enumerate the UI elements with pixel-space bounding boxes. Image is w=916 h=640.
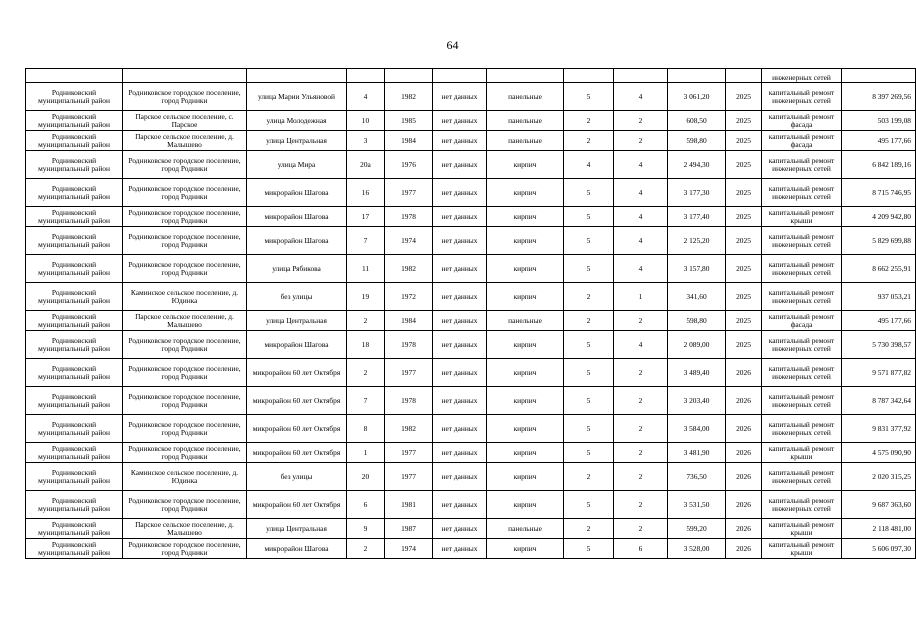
year-built-cell: 1987 xyxy=(385,519,433,539)
area-cell: 3 203,40 xyxy=(668,387,726,415)
house-number-cell: 16 xyxy=(347,179,385,207)
year-built-cell: 1982 xyxy=(385,83,433,111)
work-type-cell: капитальный ремонт фасада xyxy=(762,111,842,131)
street-cell: без улицы xyxy=(247,283,347,311)
street-cell: микрорайон Шагова xyxy=(247,179,347,207)
floors-cell: 4 xyxy=(564,151,614,179)
entrances-cell: 1 xyxy=(614,283,668,311)
cost-cell: 8 662 255,91 xyxy=(842,255,916,283)
table-row xyxy=(26,519,916,539)
street-cell: микрорайон Шагова xyxy=(247,227,347,255)
year-built-cell: 1976 xyxy=(385,151,433,179)
plan-year-cell: 2026 xyxy=(726,491,762,519)
area-cell: 3 531,50 xyxy=(668,491,726,519)
year-built-cell: 1978 xyxy=(385,207,433,227)
plan-year-cell: 2025 xyxy=(726,111,762,131)
year-built-cell: 1977 xyxy=(385,179,433,207)
entrances-cell: 2 xyxy=(614,491,668,519)
settlement-cell: Парское сельское поселение, д. Малышево xyxy=(123,131,247,151)
table-row xyxy=(26,415,916,443)
floors-cell: 5 xyxy=(564,227,614,255)
district-cell: Родниковский муниципальный район xyxy=(26,539,123,559)
street-cell: улица Молодежная xyxy=(247,111,347,131)
area-cell: 2 494,30 xyxy=(668,151,726,179)
work-type-cell: капитальный ремонт инженерных сетей xyxy=(762,255,842,283)
street-cell: микрорайон Шагова xyxy=(247,539,347,559)
house-number-cell: 9 xyxy=(347,519,385,539)
wall-material-cell: панельные xyxy=(487,111,564,131)
year-built-cell: 1974 xyxy=(385,227,433,255)
house-number-cell: 6 xyxy=(347,491,385,519)
work-type-cell: инженерных сетей xyxy=(762,69,842,83)
cost-cell: 9 571 877,82 xyxy=(842,359,916,387)
plan-year-cell: 2025 xyxy=(726,255,762,283)
year-commissioned-cell: нет данных xyxy=(433,463,487,491)
cost-cell: 5 606 097,30 xyxy=(842,539,916,559)
district-cell: Родниковский муниципальный район xyxy=(26,331,123,359)
street-cell: микрорайон Шагова xyxy=(247,207,347,227)
entrances-cell: 2 xyxy=(614,311,668,331)
cost-cell: 495 177,66 xyxy=(842,311,916,331)
entrances-cell: 4 xyxy=(614,207,668,227)
year-built-cell: 1972 xyxy=(385,283,433,311)
table-row xyxy=(26,331,916,359)
area-cell: 599,20 xyxy=(668,519,726,539)
area-cell: 3 157,80 xyxy=(668,255,726,283)
work-type-cell: капитальный ремонт инженерных сетей xyxy=(762,283,842,311)
entrances-cell: 4 xyxy=(614,255,668,283)
settlement-cell: Родниковское городское поселение, город Родники xyxy=(123,443,247,463)
work-type-cell: капитальный ремонт инженерных сетей xyxy=(762,415,842,443)
floors-cell: 2 xyxy=(564,283,614,311)
settlement-cell: Каминское сельское поселение, д. Юдинка xyxy=(123,283,247,311)
house-number-cell: 2 xyxy=(347,311,385,331)
cost-cell: 8 787 342,64 xyxy=(842,387,916,415)
floors-cell: 2 xyxy=(564,111,614,131)
house-number-cell: 7 xyxy=(347,227,385,255)
year-commissioned-cell: нет данных xyxy=(433,415,487,443)
cost-cell: 2 020 315,25 xyxy=(842,463,916,491)
floors-cell: 5 xyxy=(564,179,614,207)
floors-cell: 5 xyxy=(564,415,614,443)
year-commissioned-cell: нет данных xyxy=(433,83,487,111)
entrances-cell: 2 xyxy=(614,443,668,463)
settlement-cell: Родниковское городское поселение, город Родники xyxy=(123,359,247,387)
plan-year-cell: 2025 xyxy=(726,227,762,255)
cost-cell: 6 842 189,16 xyxy=(842,151,916,179)
entrances-cell: 2 xyxy=(614,415,668,443)
table-row xyxy=(26,131,916,151)
year-commissioned-cell: нет данных xyxy=(433,539,487,559)
street-cell: улица Марии Ульяновой xyxy=(247,83,347,111)
wall-material-cell: панельные xyxy=(487,131,564,151)
entrances-cell: 4 xyxy=(614,83,668,111)
year-built-cell: 1974 xyxy=(385,539,433,559)
year-built-cell: 1985 xyxy=(385,111,433,131)
street-cell: микрорайон 60 лет Октября xyxy=(247,415,347,443)
settlement-cell: Парское сельское поселение, с. Парское xyxy=(123,111,247,131)
district-cell: Родниковский муниципальный район xyxy=(26,83,123,111)
table-row xyxy=(26,311,916,331)
entrances-cell: 4 xyxy=(614,331,668,359)
plan-year-cell: 2026 xyxy=(726,519,762,539)
area-cell: 598,80 xyxy=(668,131,726,151)
work-type-cell: капитальный ремонт инженерных сетей xyxy=(762,387,842,415)
table-row xyxy=(26,179,916,207)
year-commissioned-cell: нет данных xyxy=(433,207,487,227)
work-type-cell: капитальный ремонт инженерных сетей xyxy=(762,463,842,491)
plan-year-cell: 2026 xyxy=(726,359,762,387)
floors-cell: 5 xyxy=(564,443,614,463)
settlement-cell: Парское сельское поселение, д. Малышево xyxy=(123,519,247,539)
table-row xyxy=(26,255,916,283)
work-type-cell: капитальный ремонт крыши xyxy=(762,519,842,539)
year-built-cell: 1984 xyxy=(385,131,433,151)
work-type-cell: капитальный ремонт инженерных сетей xyxy=(762,151,842,179)
district-cell: Родниковский муниципальный район xyxy=(26,519,123,539)
settlement-cell: Родниковское городское поселение, город Родники xyxy=(123,227,247,255)
street-cell: улица Центральная xyxy=(247,519,347,539)
district-cell: Родниковский муниципальный район xyxy=(26,415,123,443)
work-type-cell: капитальный ремонт крыши xyxy=(762,443,842,463)
settlement-cell: Родниковское городское поселение, город Родники xyxy=(123,255,247,283)
cost-cell: 8 397 269,56 xyxy=(842,83,916,111)
area-cell: 3 481,90 xyxy=(668,443,726,463)
street-cell: микрорайон 60 лет Октября xyxy=(247,443,347,463)
district-cell: Родниковский муниципальный район xyxy=(26,491,123,519)
cost-cell: 2 118 481,00 xyxy=(842,519,916,539)
cost-cell: 5 730 398,57 xyxy=(842,331,916,359)
floors-cell: 5 xyxy=(564,359,614,387)
settlement-cell: Родниковское городское поселение, город Родники xyxy=(123,387,247,415)
area-cell: 3 177,40 xyxy=(668,207,726,227)
table-row xyxy=(26,491,916,519)
table-row xyxy=(26,443,916,463)
district-cell: Родниковский муниципальный район xyxy=(26,463,123,491)
floors-cell: 5 xyxy=(564,331,614,359)
cost-cell: 503 199,08 xyxy=(842,111,916,131)
floors-cell: 5 xyxy=(564,387,614,415)
wall-material-cell: кирпич xyxy=(487,539,564,559)
wall-material-cell: кирпич xyxy=(487,151,564,179)
table-row xyxy=(26,69,916,83)
table-row xyxy=(26,111,916,131)
house-number-cell: 17 xyxy=(347,207,385,227)
wall-material-cell: кирпич xyxy=(487,255,564,283)
table-row xyxy=(26,207,916,227)
floors-cell: 5 xyxy=(564,83,614,111)
cost-cell: 9 687 363,60 xyxy=(842,491,916,519)
cost-cell: 4 209 942,80 xyxy=(842,207,916,227)
cost-cell: 9 831 377,92 xyxy=(842,415,916,443)
house-number-cell: 3 xyxy=(347,131,385,151)
area-cell: 3 177,30 xyxy=(668,179,726,207)
settlement-cell: Родниковское городское поселение, город Родники xyxy=(123,151,247,179)
year-built-cell: 1977 xyxy=(385,359,433,387)
settlement-cell: Родниковское городское поселение, город Родники xyxy=(123,179,247,207)
year-commissioned-cell: нет данных xyxy=(433,359,487,387)
work-type-cell: капитальный ремонт инженерных сетей xyxy=(762,491,842,519)
floors-cell: 2 xyxy=(564,519,614,539)
wall-material-cell: панельные xyxy=(487,519,564,539)
street-cell: без улицы xyxy=(247,463,347,491)
year-commissioned-cell: нет данных xyxy=(433,151,487,179)
entrances-cell: 2 xyxy=(614,111,668,131)
house-number-cell: 18 xyxy=(347,331,385,359)
table-row xyxy=(26,227,916,255)
year-commissioned-cell: нет данных xyxy=(433,255,487,283)
settlement-cell: Парское сельское поселение, д. Малышево xyxy=(123,311,247,331)
work-type-cell: капитальный ремонт фасада xyxy=(762,131,842,151)
settlement-cell: Родниковское городское поселение, город Родники xyxy=(123,207,247,227)
district-cell: Родниковский муниципальный район xyxy=(26,311,123,331)
cost-cell: 4 575 090,90 xyxy=(842,443,916,463)
year-built-cell: 1978 xyxy=(385,331,433,359)
house-number-cell: 1 xyxy=(347,443,385,463)
buildings-table xyxy=(25,68,916,559)
entrances-cell: 2 xyxy=(614,387,668,415)
entrances-cell: 2 xyxy=(614,131,668,151)
plan-year-cell: 2026 xyxy=(726,387,762,415)
year-commissioned-cell: нет данных xyxy=(433,331,487,359)
work-type-cell: капитальный ремонт крыши xyxy=(762,539,842,559)
year-built-cell: 1984 xyxy=(385,311,433,331)
wall-material-cell: кирпич xyxy=(487,207,564,227)
house-number-cell: 19 xyxy=(347,283,385,311)
entrances-cell: 4 xyxy=(614,227,668,255)
table-row xyxy=(26,283,916,311)
plan-year-cell: 2025 xyxy=(726,331,762,359)
wall-material-cell: панельные xyxy=(487,83,564,111)
year-commissioned-cell: нет данных xyxy=(433,387,487,415)
area-cell: 2 125,20 xyxy=(668,227,726,255)
district-cell: Родниковский муниципальный район xyxy=(26,131,123,151)
year-commissioned-cell: нет данных xyxy=(433,179,487,207)
house-number-cell: 10 xyxy=(347,111,385,131)
district-cell: Родниковский муниципальный район xyxy=(26,179,123,207)
district-cell: Родниковский муниципальный район xyxy=(26,387,123,415)
district-cell: Родниковский муниципальный район xyxy=(26,151,123,179)
entrances-cell: 6 xyxy=(614,539,668,559)
floors-cell: 5 xyxy=(564,255,614,283)
plan-year-cell: 2026 xyxy=(726,443,762,463)
table-row xyxy=(26,151,916,179)
work-type-cell: капитальный ремонт инженерных сетей xyxy=(762,179,842,207)
year-commissioned-cell: нет данных xyxy=(433,491,487,519)
cost-cell: 5 829 699,88 xyxy=(842,227,916,255)
wall-material-cell: кирпич xyxy=(487,179,564,207)
street-cell: улица Центральная xyxy=(247,311,347,331)
table-row xyxy=(26,463,916,491)
area-cell: 608,50 xyxy=(668,111,726,131)
area-cell: 598,80 xyxy=(668,311,726,331)
table-row xyxy=(26,387,916,415)
floors-cell: 2 xyxy=(564,463,614,491)
work-type-cell: капитальный ремонт инженерных сетей xyxy=(762,359,842,387)
settlement-cell: Родниковское городское поселение, город Родники xyxy=(123,83,247,111)
plan-year-cell: 2025 xyxy=(726,207,762,227)
year-commissioned-cell: нет данных xyxy=(433,111,487,131)
entrances-cell: 2 xyxy=(614,519,668,539)
street-cell: улица Центральная xyxy=(247,131,347,151)
year-commissioned-cell: нет данных xyxy=(433,131,487,151)
entrances-cell: 4 xyxy=(614,179,668,207)
house-number-cell: 11 xyxy=(347,255,385,283)
house-number-cell: 20а xyxy=(347,151,385,179)
year-built-cell: 1978 xyxy=(385,387,433,415)
settlement-cell: Родниковское городское поселение, город Родники xyxy=(123,331,247,359)
work-type-cell: капитальный ремонт инженерных сетей xyxy=(762,83,842,111)
plan-year-cell: 2025 xyxy=(726,179,762,207)
entrances-cell: 4 xyxy=(614,151,668,179)
plan-year-cell: 2025 xyxy=(726,131,762,151)
plan-year-cell: 2026 xyxy=(726,415,762,443)
district-cell: Родниковский муниципальный район xyxy=(26,255,123,283)
plan-year-cell: 2026 xyxy=(726,539,762,559)
settlement-cell: Каминское сельское поселение, д. Юдинка xyxy=(123,463,247,491)
plan-year-cell: 2026 xyxy=(726,463,762,491)
floors-cell: 2 xyxy=(564,131,614,151)
year-built-cell: 1981 xyxy=(385,491,433,519)
work-type-cell: капитальный ремонт фасада xyxy=(762,311,842,331)
cost-cell: 8 715 746,95 xyxy=(842,179,916,207)
settlement-cell: Родниковское городское поселение, город Родники xyxy=(123,539,247,559)
house-number-cell: 2 xyxy=(347,539,385,559)
area-cell: 736,50 xyxy=(668,463,726,491)
district-cell: Родниковский муниципальный район xyxy=(26,227,123,255)
cost-cell: 937 053,21 xyxy=(842,283,916,311)
area-cell: 3 061,20 xyxy=(668,83,726,111)
wall-material-cell: кирпич xyxy=(487,491,564,519)
year-commissioned-cell: нет данных xyxy=(433,283,487,311)
street-cell: улица Мира xyxy=(247,151,347,179)
table-row xyxy=(26,359,916,387)
wall-material-cell: кирпич xyxy=(487,227,564,255)
area-cell: 3 528,00 xyxy=(668,539,726,559)
wall-material-cell: панельные xyxy=(487,311,564,331)
plan-year-cell: 2025 xyxy=(726,311,762,331)
house-number-cell: 20 xyxy=(347,463,385,491)
house-number-cell: 4 xyxy=(347,83,385,111)
year-built-cell: 1982 xyxy=(385,415,433,443)
settlement-cell: Родниковское городское поселение, город Родники xyxy=(123,415,247,443)
wall-material-cell: кирпич xyxy=(487,359,564,387)
settlement-cell: Родниковское городское поселение, город Родники xyxy=(123,491,247,519)
cost-cell: 495 177,66 xyxy=(842,131,916,151)
work-type-cell: капитальный ремонт крыши xyxy=(762,207,842,227)
floors-cell: 5 xyxy=(564,207,614,227)
area-cell: 3 489,40 xyxy=(668,359,726,387)
year-commissioned-cell: нет данных xyxy=(433,227,487,255)
area-cell: 3 584,00 xyxy=(668,415,726,443)
wall-material-cell: кирпич xyxy=(487,331,564,359)
year-commissioned-cell: нет данных xyxy=(433,519,487,539)
street-cell: микрорайон 60 лет Октября xyxy=(247,359,347,387)
plan-year-cell: 2025 xyxy=(726,83,762,111)
wall-material-cell: кирпич xyxy=(487,387,564,415)
floors-cell: 2 xyxy=(564,311,614,331)
entrances-cell: 2 xyxy=(614,463,668,491)
area-cell: 341,60 xyxy=(668,283,726,311)
work-type-cell: капитальный ремонт инженерных сетей xyxy=(762,331,842,359)
year-built-cell: 1977 xyxy=(385,463,433,491)
table-row xyxy=(26,83,916,111)
wall-material-cell: кирпич xyxy=(487,283,564,311)
wall-material-cell: кирпич xyxy=(487,463,564,491)
plan-year-cell: 2025 xyxy=(726,151,762,179)
district-cell: Родниковский муниципальный район xyxy=(26,443,123,463)
entrances-cell: 2 xyxy=(614,359,668,387)
floors-cell: 5 xyxy=(564,539,614,559)
house-number-cell: 8 xyxy=(347,415,385,443)
year-commissioned-cell: нет данных xyxy=(433,443,487,463)
district-cell: Родниковский муниципальный район xyxy=(26,283,123,311)
district-cell: Родниковский муниципальный район xyxy=(26,359,123,387)
work-type-cell: капитальный ремонт инженерных сетей xyxy=(762,227,842,255)
year-built-cell: 1977 xyxy=(385,443,433,463)
page-number: 64 xyxy=(446,38,459,52)
table-row xyxy=(26,539,916,559)
street-cell: микрорайон 60 лет Октября xyxy=(247,491,347,519)
plan-year-cell: 2025 xyxy=(726,283,762,311)
floors-cell: 5 xyxy=(564,491,614,519)
area-cell: 2 089,00 xyxy=(668,331,726,359)
year-commissioned-cell: нет данных xyxy=(433,311,487,331)
district-cell: Родниковский муниципальный район xyxy=(26,207,123,227)
wall-material-cell: кирпич xyxy=(487,415,564,443)
year-built-cell: 1982 xyxy=(385,255,433,283)
street-cell: микрорайон Шагова xyxy=(247,331,347,359)
house-number-cell: 7 xyxy=(347,387,385,415)
street-cell: микрорайон 60 лет Октября xyxy=(247,387,347,415)
district-cell: Родниковский муниципальный район xyxy=(26,111,123,131)
wall-material-cell: кирпич xyxy=(487,443,564,463)
street-cell: улица Рябикова xyxy=(247,255,347,283)
house-number-cell: 2 xyxy=(347,359,385,387)
